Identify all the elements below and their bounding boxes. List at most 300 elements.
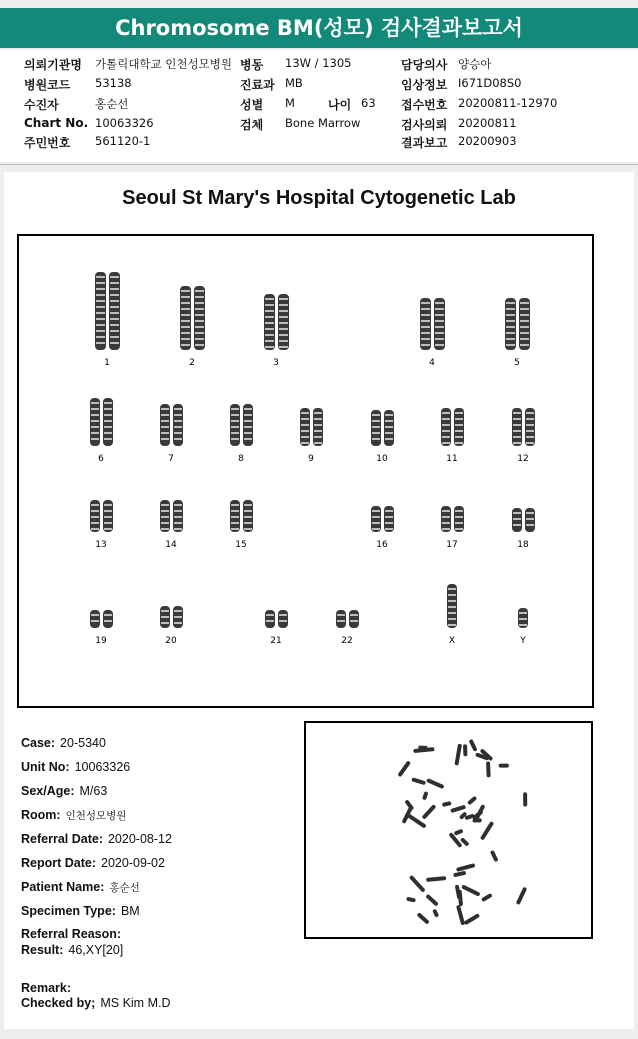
checked-by-value: MS Kim M.D: [100, 996, 171, 1010]
chromosome-label-Y: Y: [520, 636, 526, 646]
chromosome-band: [520, 308, 529, 310]
chromosome-label-21: 21: [270, 636, 282, 646]
sex-value: M: [285, 96, 295, 110]
department-value: MB: [285, 76, 303, 90]
chromosome-pair-4: [420, 298, 445, 350]
chromosome-pair-2: [180, 286, 205, 350]
chromosome-band: [96, 318, 105, 320]
resident-no-label: 주민번호: [24, 136, 71, 150]
chromosome-band: [174, 522, 182, 524]
chromosome-band: [110, 288, 119, 290]
lab-title: Seoul St Mary's Hospital Cytogenetic Lab: [122, 187, 516, 209]
chromosome: [180, 286, 191, 350]
unit-no-label: Unit No:: [21, 760, 70, 774]
metaphase-chromosome: [442, 801, 452, 807]
chromosome-band: [91, 402, 99, 404]
chromosome-band: [435, 320, 444, 322]
chromosome-label-12: 12: [517, 454, 529, 464]
chromosome-band: [385, 528, 393, 530]
chromosome-band: [520, 326, 529, 328]
case-label: Case:: [21, 736, 56, 750]
chromosome-band: [96, 288, 105, 290]
request-date-label: 검사의뢰: [401, 118, 448, 132]
metaphase-chromosome: [467, 796, 477, 806]
chromosome-band: [91, 504, 99, 506]
chromosome-band: [448, 606, 456, 608]
chromosome-band: [385, 414, 393, 416]
chromosome-band: [161, 432, 169, 434]
chromosome-band: [96, 300, 105, 302]
chromosome-band: [161, 522, 169, 524]
chromosome-band: [350, 614, 358, 616]
chromosome-pair-22: [336, 610, 359, 628]
chromosome-band: [266, 620, 274, 622]
chromosome-band: [435, 344, 444, 346]
doctor-label: 담당의사: [401, 58, 448, 72]
chromosome-band: [314, 424, 322, 426]
chromosome-band: [91, 420, 99, 422]
chromosome-band: [174, 622, 182, 624]
request-date-value: 20200811: [458, 116, 517, 130]
chromosome-band: [231, 432, 239, 434]
chromosome-band: [314, 418, 322, 420]
metaphase-chromosome: [461, 884, 481, 896]
chromosome-band: [372, 414, 380, 416]
chromosome-band: [513, 424, 521, 426]
chromosome-label-15: 15: [235, 540, 247, 550]
chromosome-band: [448, 624, 456, 626]
report-date-row: [21, 856, 165, 870]
chromosome-band: [195, 320, 204, 322]
chromosome-band: [279, 620, 287, 622]
metaphase-chromosome: [422, 791, 428, 800]
chromosome-band: [385, 432, 393, 434]
chromosome-band: [96, 342, 105, 344]
chromosome-band: [519, 618, 527, 620]
chromosome-band: [265, 340, 274, 342]
chromosome-band: [96, 276, 105, 278]
chromosome-band: [372, 510, 380, 512]
chromosome-band: [526, 436, 534, 438]
remark-row: [21, 981, 71, 995]
chromosome-band: [161, 414, 169, 416]
chromosome-pair-8: [230, 404, 253, 446]
chromosome-band: [174, 432, 182, 434]
chromosome-band: [372, 420, 380, 422]
metaphase-chromosome: [458, 890, 464, 907]
chromosome-band: [520, 314, 529, 316]
result-label: Result:: [21, 943, 64, 957]
chromosome-band: [337, 620, 345, 622]
requesting-org-label: 의뢰기관명: [24, 58, 82, 72]
room-label: Room:: [21, 808, 61, 822]
chromosome-band: [231, 414, 239, 416]
chromosome-band: [91, 432, 99, 434]
age-label: 나이: [328, 98, 352, 112]
chromosome: [265, 610, 275, 628]
metaphase-chromosome: [406, 897, 416, 903]
chromosome-band: [265, 304, 274, 306]
ward-value: 13W / 1305: [285, 56, 352, 70]
chromosome-band: [244, 516, 252, 518]
metaphase-chromosome: [456, 863, 475, 872]
chromosome-band: [265, 334, 274, 336]
chart-no-value: 10063326: [95, 116, 154, 130]
chromosome-band: [279, 322, 288, 324]
specimen-type-value: BM: [120, 904, 140, 918]
chromosome-band: [372, 522, 380, 524]
chromosome-label-16: 16: [376, 540, 388, 550]
chromosome-band: [91, 620, 99, 622]
chromosome-pair-7: [160, 404, 183, 446]
chromosome-band: [231, 504, 239, 506]
chromosome-label-4: 4: [429, 358, 435, 368]
chromosome-label-7: 7: [168, 454, 174, 464]
chromosome-band: [91, 528, 99, 530]
chromosome-band: [195, 314, 204, 316]
chromosome-band: [231, 438, 239, 440]
unit-no-row: [21, 760, 130, 774]
chromosome-band: [161, 622, 169, 624]
report-date-value: 20200903: [458, 134, 517, 148]
chromosome-band: [265, 316, 274, 318]
metaphase-chromosome: [409, 875, 426, 893]
chromosome-band: [231, 408, 239, 410]
chromosome-band: [181, 326, 190, 328]
chromosome-band: [231, 528, 239, 530]
chromosome-band: [244, 438, 252, 440]
chromosome-band: [506, 326, 515, 328]
metaphase-chromosome: [456, 905, 465, 926]
room-value: 인천성모병원: [65, 810, 127, 822]
chromosome-band: [513, 512, 521, 514]
chromosome-label-11: 11: [446, 454, 458, 464]
metaphase-chromosome: [425, 894, 438, 907]
metaphase-chromosome: [397, 760, 411, 777]
chromosome-band: [513, 442, 521, 444]
chromosome-band: [181, 296, 190, 298]
chromosome-band: [91, 414, 99, 416]
chromosome-pair-14: [160, 500, 183, 532]
chromosome-band: [104, 614, 112, 616]
ward-label: 병동: [240, 58, 264, 72]
chromosome-band: [372, 516, 380, 518]
chromosome-band: [506, 308, 515, 310]
chromosome-band: [448, 594, 456, 596]
chromosome-band: [174, 426, 182, 428]
metaphase-chromosome: [486, 761, 491, 777]
chromosome-band: [195, 296, 204, 298]
chromosome-band: [301, 442, 309, 444]
chromosome-band: [372, 432, 380, 434]
chromosome-band: [526, 512, 534, 514]
chromosome-band: [448, 600, 456, 602]
chromosome-band: [231, 420, 239, 422]
chromosome-band: [385, 522, 393, 524]
remark-label: Remark:: [21, 981, 72, 995]
chromosome-pair-3: [264, 294, 289, 350]
chromosome-band: [161, 610, 169, 612]
chromosome-band: [174, 438, 182, 440]
chromosome-band: [104, 432, 112, 434]
chromosome-band: [244, 426, 252, 428]
chromosome-band: [174, 414, 182, 416]
chromosome-pair-13: [90, 500, 113, 532]
patient-info-panel: [0, 50, 638, 162]
report-date-label: Report Date:: [21, 856, 97, 870]
chromosome-band: [195, 344, 204, 346]
chromosome-band: [526, 424, 534, 426]
specimen-label: 검체: [240, 118, 264, 132]
chromosome-band: [104, 516, 112, 518]
specimen-type-label: Specimen Type:: [21, 904, 116, 918]
chromosome-band: [279, 298, 288, 300]
report-date-label: 결과보고: [401, 136, 448, 150]
chromosome-band: [448, 588, 456, 590]
chromosome-band: [442, 510, 450, 512]
metaphase-chromosome: [516, 887, 527, 905]
chromosome-pair-12: [512, 408, 535, 446]
metaphase-panel: [304, 721, 593, 939]
cytogenetic-report: [4, 172, 634, 1029]
chromosome-band: [181, 290, 190, 292]
chromosome-band: [181, 338, 190, 340]
referral-date-row: [21, 832, 172, 846]
chromosome-band: [266, 614, 274, 616]
chromosome-band: [513, 436, 521, 438]
chromosome-band: [181, 320, 190, 322]
chromosome-band: [279, 328, 288, 330]
chromosome-band: [104, 522, 112, 524]
chromosome-band: [181, 308, 190, 310]
room-row: [21, 808, 126, 823]
case-value: 20-5340: [60, 736, 106, 750]
chromosome-band: [279, 304, 288, 306]
chromosome-band: [110, 306, 119, 308]
chromosome-band: [301, 412, 309, 414]
chromosome-band: [161, 426, 169, 428]
chromosome-band: [265, 346, 274, 348]
chromosome-band: [279, 614, 287, 616]
chromosome-pair-20: [160, 606, 183, 628]
chromosome-band: [231, 426, 239, 428]
chromosome-band: [104, 426, 112, 428]
chromosome-band: [91, 522, 99, 524]
chromosome-band: [110, 324, 119, 326]
chromosome-band: [442, 424, 450, 426]
result-value: 46,XY[20]: [68, 943, 124, 957]
chromosome-band: [265, 310, 274, 312]
chromosome-band: [455, 528, 463, 530]
checked-by-label: Checked by;: [21, 996, 96, 1010]
chromosome-band: [161, 420, 169, 422]
chromosome-band: [435, 326, 444, 328]
chromosome-band: [455, 516, 463, 518]
chromosome-band: [421, 320, 430, 322]
chromosome-band: [314, 412, 322, 414]
chromosome-band: [520, 338, 529, 340]
chromosome-band: [526, 430, 534, 432]
chromosome-band: [174, 616, 182, 618]
requesting-org-value: 가톨릭대학교 인천성모병원: [95, 57, 232, 71]
chromosome-band: [174, 516, 182, 518]
metaphase-chromosome: [418, 745, 427, 750]
chromosome-band: [181, 314, 190, 316]
chromosome-band: [372, 528, 380, 530]
chromosome-band: [372, 426, 380, 428]
chromosome-band: [519, 612, 527, 614]
hospital-code-value: 53138: [95, 76, 132, 90]
chromosome-band: [181, 344, 190, 346]
chromosome-label-8: 8: [238, 454, 244, 464]
metaphase-chromosome: [454, 744, 462, 766]
chromosome-band: [455, 424, 463, 426]
chromosome-band: [104, 414, 112, 416]
chromosome-band: [161, 510, 169, 512]
chromosome-label-3: 3: [273, 358, 279, 368]
chromosome-label-5: 5: [514, 358, 520, 368]
chromosome-band: [519, 624, 527, 626]
chromosome-band: [161, 504, 169, 506]
chromosome-label-1: 1: [104, 358, 110, 368]
chromosome-label-18: 18: [517, 540, 529, 550]
chromosome-band: [104, 510, 112, 512]
chromosome-band: [244, 414, 252, 416]
specimen-type-row: [21, 904, 140, 918]
chromosome-band: [442, 418, 450, 420]
chromosome-band: [301, 418, 309, 420]
chromosome-band: [244, 504, 252, 506]
chromosome-band: [520, 302, 529, 304]
chromosome-band: [279, 310, 288, 312]
chromosome-pair-19: [90, 610, 113, 628]
case-row: [21, 736, 106, 750]
divider: [0, 164, 638, 165]
sex-age-label: Sex/Age:: [21, 784, 75, 798]
chromosome: [103, 610, 113, 628]
report-date-value: 2020-09-02: [101, 856, 165, 870]
receipt-no-value: 20200811-12970: [458, 96, 558, 110]
patient-name-label: Patient Name:: [21, 880, 105, 894]
unit-no-value: 10063326: [74, 760, 131, 774]
chromosome: [90, 610, 100, 628]
chromosome-band: [110, 318, 119, 320]
chromosome-band: [442, 516, 450, 518]
sex-age-value: M/63: [79, 784, 108, 798]
chromosome-band: [279, 346, 288, 348]
chromosome-band: [104, 504, 112, 506]
metaphase-chromosome: [450, 805, 466, 813]
patient-label: 수진자: [24, 98, 59, 112]
chromosome-band: [455, 510, 463, 512]
chromosome-band: [91, 408, 99, 410]
metaphase-chromosome: [426, 778, 444, 789]
chromosome-band: [104, 620, 112, 622]
doctor-value: 양승아: [458, 57, 492, 71]
chromosome-band: [91, 426, 99, 428]
chromosome-band: [442, 430, 450, 432]
specimen-value: Bone Marrow: [285, 116, 361, 130]
chromosome-band: [337, 614, 345, 616]
chromosome-pair-21: [265, 610, 288, 628]
report-title: Chromosome BM(성모) 검사결과보고서: [0, 8, 638, 48]
metaphase-chromosome: [411, 777, 426, 785]
chromosome-pair-11: [441, 408, 464, 446]
chromosome-band: [195, 308, 204, 310]
chromosome-label-10: 10: [376, 454, 388, 464]
chromosome: [420, 298, 431, 350]
chromosome-band: [110, 282, 119, 284]
chromosome-band: [279, 334, 288, 336]
chromosome-band: [448, 618, 456, 620]
chromosome-band: [96, 330, 105, 332]
chromosome-band: [372, 438, 380, 440]
chromosome-band: [506, 320, 515, 322]
chromosome-band: [104, 408, 112, 410]
chromosome-band: [174, 610, 182, 612]
chromosome-band: [520, 320, 529, 322]
referral-date-label: Referral Date:: [21, 832, 103, 846]
chromosome-band: [91, 438, 99, 440]
chromosome-band: [435, 338, 444, 340]
chromosome-band: [385, 438, 393, 440]
metaphase-chromosome: [426, 876, 446, 882]
chromosome-band: [96, 282, 105, 284]
chromosome-band: [448, 612, 456, 614]
chromosome-band: [421, 302, 430, 304]
chromosome-band: [244, 408, 252, 410]
receipt-no-label: 접수번호: [401, 98, 448, 112]
chromosome-band: [442, 522, 450, 524]
clinical-info-label: 임상정보: [401, 78, 448, 92]
chromosome-band: [455, 418, 463, 420]
metaphase-chromosome: [432, 909, 439, 918]
chromosome-band: [506, 302, 515, 304]
chromosome: [349, 610, 359, 628]
referral-reason-row: [21, 927, 121, 941]
chromosome-band: [161, 528, 169, 530]
chromosome: [336, 610, 346, 628]
chromosome-band: [421, 326, 430, 328]
chromosome-pair-17: [441, 506, 464, 532]
chromosome-label-6: 6: [98, 454, 104, 464]
chromosome-band: [513, 524, 521, 526]
chromosome-band: [421, 314, 430, 316]
chromosome: [519, 298, 530, 350]
chromosome-band: [265, 322, 274, 324]
chromosome-band: [314, 442, 322, 444]
chromosome-band: [385, 426, 393, 428]
chromosome-band: [161, 516, 169, 518]
chromosome-band: [435, 314, 444, 316]
chart-no-label: Chart No.: [24, 116, 89, 130]
chromosome-band: [435, 332, 444, 334]
chromosome-band: [314, 436, 322, 438]
chromosome-band: [421, 308, 430, 310]
chromosome-band: [110, 300, 119, 302]
chromosome: [505, 298, 516, 350]
checked-by-row: [21, 996, 170, 1010]
chromosome-band: [455, 522, 463, 524]
chromosome-band: [350, 620, 358, 622]
chromosome-band: [526, 412, 534, 414]
chromosome-band: [161, 616, 169, 618]
chromosome-band: [195, 338, 204, 340]
chromosome-band: [161, 438, 169, 440]
age-value: 63: [361, 96, 376, 110]
chromosome-band: [385, 510, 393, 512]
chromosome: [434, 298, 445, 350]
